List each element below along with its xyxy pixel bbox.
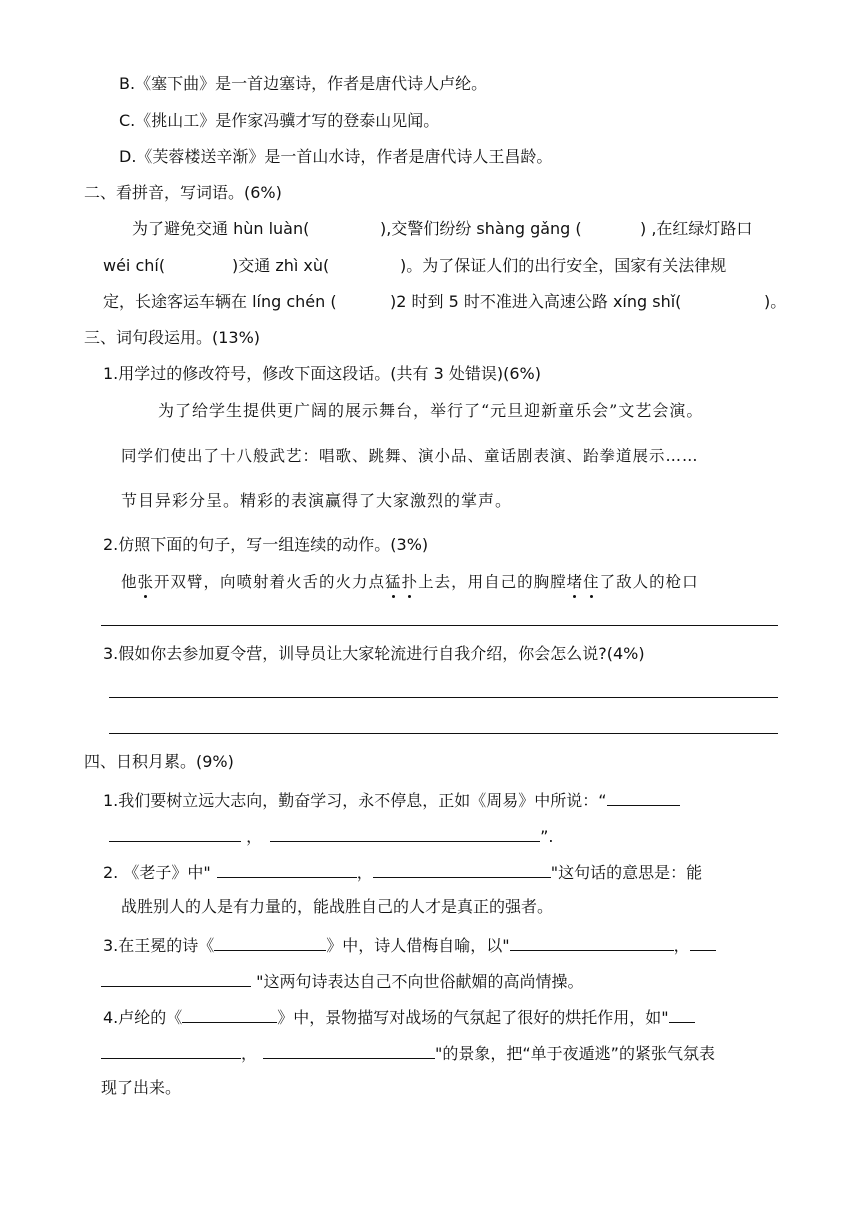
dotted-char: 住	[583, 573, 600, 591]
question-text: 》中，诗人借梅自喻，以"	[326, 936, 510, 955]
answer-blank[interactable]	[373, 861, 551, 878]
sentence-part: 了敌人的枪口	[599, 573, 699, 591]
option-c: C.《挑山工》是作家冯骥才写的登泰山见闻。	[119, 111, 440, 130]
section-4-heading: 四、日积月累。(9%)	[84, 752, 234, 771]
answer-blank[interactable]	[182, 1006, 277, 1023]
question-text: ”.	[540, 827, 554, 846]
answer-blank[interactable]	[690, 934, 716, 951]
answer-line[interactable]	[109, 733, 778, 734]
question-4-2-cont: 战胜别人的人是有力量的，能战胜自己的人才是真正的强者。	[121, 897, 554, 916]
question-4-4	[103, 1006, 695, 1028]
question-4-3-cont	[101, 970, 583, 992]
section-2-heading: 二、看拼音，写词语。(6%)	[84, 183, 282, 202]
passage-line-3: 节目异彩分呈。精彩的表演赢得了大家激烈的掌声。	[121, 491, 513, 510]
passage-line-2: 同学们使出了十八般武艺：唱歌、跳舞、演小品、童话剧表演、跆拳道展示……	[121, 447, 699, 465]
question-text: "的景象，把“单于夜遁逃”的紧张气氛表	[435, 1044, 715, 1063]
question-4-2	[103, 861, 702, 883]
dotted-char: 扑	[401, 573, 419, 591]
pinyin-text: 定，长途客运车辆在 líng chén (	[103, 292, 337, 311]
sentence-part: 开双臂，向喷射着火舌的火力点	[154, 573, 386, 591]
question-text: "这两句诗表达自己不向世俗献媚的高尚情操。	[251, 972, 584, 991]
pinyin-text: )。为了保证人们的出行安全，国家有关法律规	[400, 256, 727, 275]
question-text: ，	[241, 827, 263, 846]
question-text: ，	[673, 936, 690, 955]
answer-blank[interactable]	[263, 1042, 435, 1059]
question-text: "这句话的意思是：能	[550, 863, 703, 882]
pinyin-text: )交通 zhì xù(	[232, 256, 330, 275]
section-3-heading: 三、词句段运用。(13%)	[84, 328, 261, 347]
dotted-char: 猛	[385, 573, 402, 591]
answer-line[interactable]	[109, 697, 778, 698]
question-text: 2. 《老子》中"	[103, 863, 211, 882]
question-4-1	[103, 789, 680, 811]
answer-blank[interactable]	[510, 934, 674, 951]
question-text: 1.我们要树立远大志向，勤奋学习，永不停息，正如《周易》中所说：“	[103, 791, 607, 810]
question-4-4-end: 现了出来。	[101, 1078, 182, 1097]
question-3-3: 3.假如你去参加夏令营，训导员让大家轮流进行自我介绍，你会怎么说?(4%)	[103, 644, 645, 663]
answer-blank[interactable]	[101, 1042, 241, 1059]
question-3-1: 1.用学过的修改符号，修改下面这段话。(共有 3 处错误)(6%)	[103, 364, 541, 383]
dotted-char: 张	[137, 573, 155, 591]
sentence-part: 上去，用自己的胸膛	[418, 573, 567, 591]
answer-blank[interactable]	[214, 934, 326, 951]
question-text: ，	[356, 863, 373, 882]
pinyin-text: ),交警们纷纷 shàng gǎng (	[380, 219, 582, 238]
answer-blank[interactable]	[607, 789, 680, 806]
answer-blank[interactable]	[270, 825, 540, 842]
question-3-2: 2.仿照下面的句子，写一组连续的动作。(3%)	[103, 535, 429, 554]
pinyin-text: ) ,在红绿灯路口	[640, 219, 753, 238]
question-4-1-cont	[109, 825, 553, 847]
answer-blank[interactable]	[669, 1006, 695, 1023]
example-sentence	[121, 572, 699, 592]
question-text: 4.卢纶的《	[103, 1008, 183, 1027]
question-4-4-cont	[101, 1042, 715, 1064]
answer-blank[interactable]	[109, 825, 241, 842]
option-d: D.《芙蓉楼送辛渐》是一首山水诗，作者是唐代诗人王昌龄。	[119, 147, 553, 166]
question-text: ，	[241, 1044, 258, 1063]
question-4-3	[103, 934, 716, 956]
answer-blank[interactable]	[101, 970, 251, 987]
pinyin-text: 为了避免交通 hùn luàn(	[132, 219, 310, 238]
option-b: B.《塞下曲》是一首边塞诗，作者是唐代诗人卢纶。	[119, 74, 488, 93]
dotted-char: 堵	[566, 573, 584, 591]
answer-line[interactable]	[101, 625, 778, 626]
pinyin-text: wéi chí(	[103, 256, 166, 275]
pinyin-text: )。	[764, 292, 787, 311]
sentence-part: 他	[121, 573, 138, 591]
question-text: 》中，景物描写对战场的气氛起了很好的烘托作用，如"	[277, 1008, 669, 1027]
pinyin-text: )2 时到 5 时不准进入高速公路 xíng shǐ(	[390, 292, 682, 311]
question-text: 3.在王冕的诗《	[103, 936, 215, 955]
passage-line-1: 为了给学生提供更广阔的展示舞台，举行了“元旦迎新童乐会”文艺会演。	[158, 401, 704, 420]
answer-blank[interactable]	[217, 861, 357, 878]
